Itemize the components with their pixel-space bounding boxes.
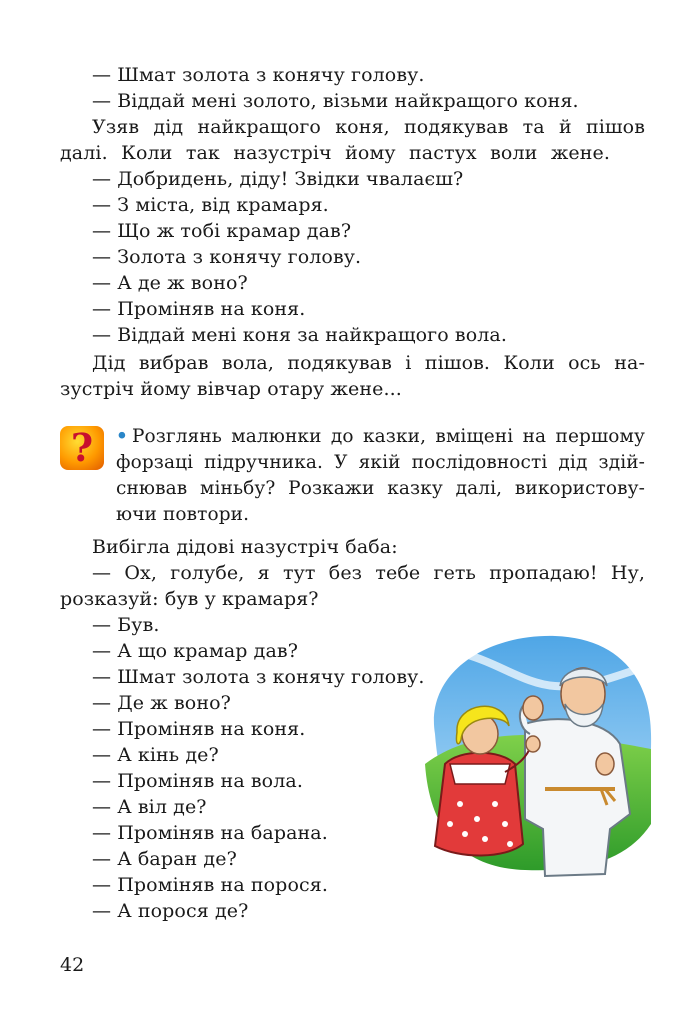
text-line: — А що крамар дав?	[92, 640, 298, 662]
text-line: — Де ж воно?	[92, 692, 231, 714]
text-line: — Добридень, діду! Звідки чвалаєш?	[92, 168, 464, 190]
page-number: 42	[60, 954, 85, 976]
text-line: — Ох, голубе, я тут без тебе геть пропадаю! Ну,	[92, 562, 645, 584]
text-line: Вибігла дідові назустріч баба:	[92, 536, 398, 558]
text-line: — Проміняв на коня.	[92, 718, 306, 740]
text-line: — Шмат золота з конячу голову.	[92, 64, 425, 86]
question-line: ючи повтори.	[116, 504, 250, 525]
text-line: — Був.	[92, 614, 160, 636]
text-line: Узяв дід найкращого коня, подякував та й пішов	[92, 116, 645, 138]
text-line: — Проміняв на коня.	[92, 298, 306, 320]
text-line: — Проміняв на вола.	[92, 770, 303, 792]
question-line: снював міньбу? Розкажи казку далі, використову-	[116, 478, 645, 499]
text-line: зустріч йому вівчар отару жене...	[60, 378, 402, 400]
question-mark-icon: ?	[60, 426, 104, 470]
text-line: далі. Коли так назустріч йому пастух воли жене.	[60, 142, 610, 164]
text-line: — А кінь де?	[92, 744, 219, 766]
text-line: розказуй: був у крамаря?	[60, 588, 319, 610]
grandma-grandpa-illustration	[405, 614, 655, 879]
text-line: — З міста, від крамаря.	[92, 194, 329, 216]
text-line: — Що ж тобі крамар дав?	[92, 220, 352, 242]
text-line: — Шмат золота з конячу голову.	[92, 666, 425, 688]
text-line: — А баран де?	[92, 848, 237, 870]
text-line: — Золота з конячу голову.	[92, 246, 362, 268]
text-line: Дід вибрав вола, подякував і пішов. Коли ось на-	[92, 352, 645, 374]
text-line: — Віддай мені коня за найкращого вола.	[92, 324, 507, 346]
question-line: форзаці підручника. У якій послідовності дід здій-	[116, 452, 645, 473]
text-line: — А де ж воно?	[92, 272, 248, 294]
bullet: •	[116, 426, 128, 447]
text-line: — А віл де?	[92, 796, 207, 818]
text-line: — Проміняв на порося.	[92, 874, 328, 896]
question-line: • Розглянь малюнки до казки, вміщені на першому	[116, 426, 645, 447]
text-line: — Проміняв на барана.	[92, 822, 328, 844]
text-line: — А порося де?	[92, 900, 249, 922]
text-line: — Віддай мені золото, візьми найкращого коня.	[92, 90, 579, 112]
